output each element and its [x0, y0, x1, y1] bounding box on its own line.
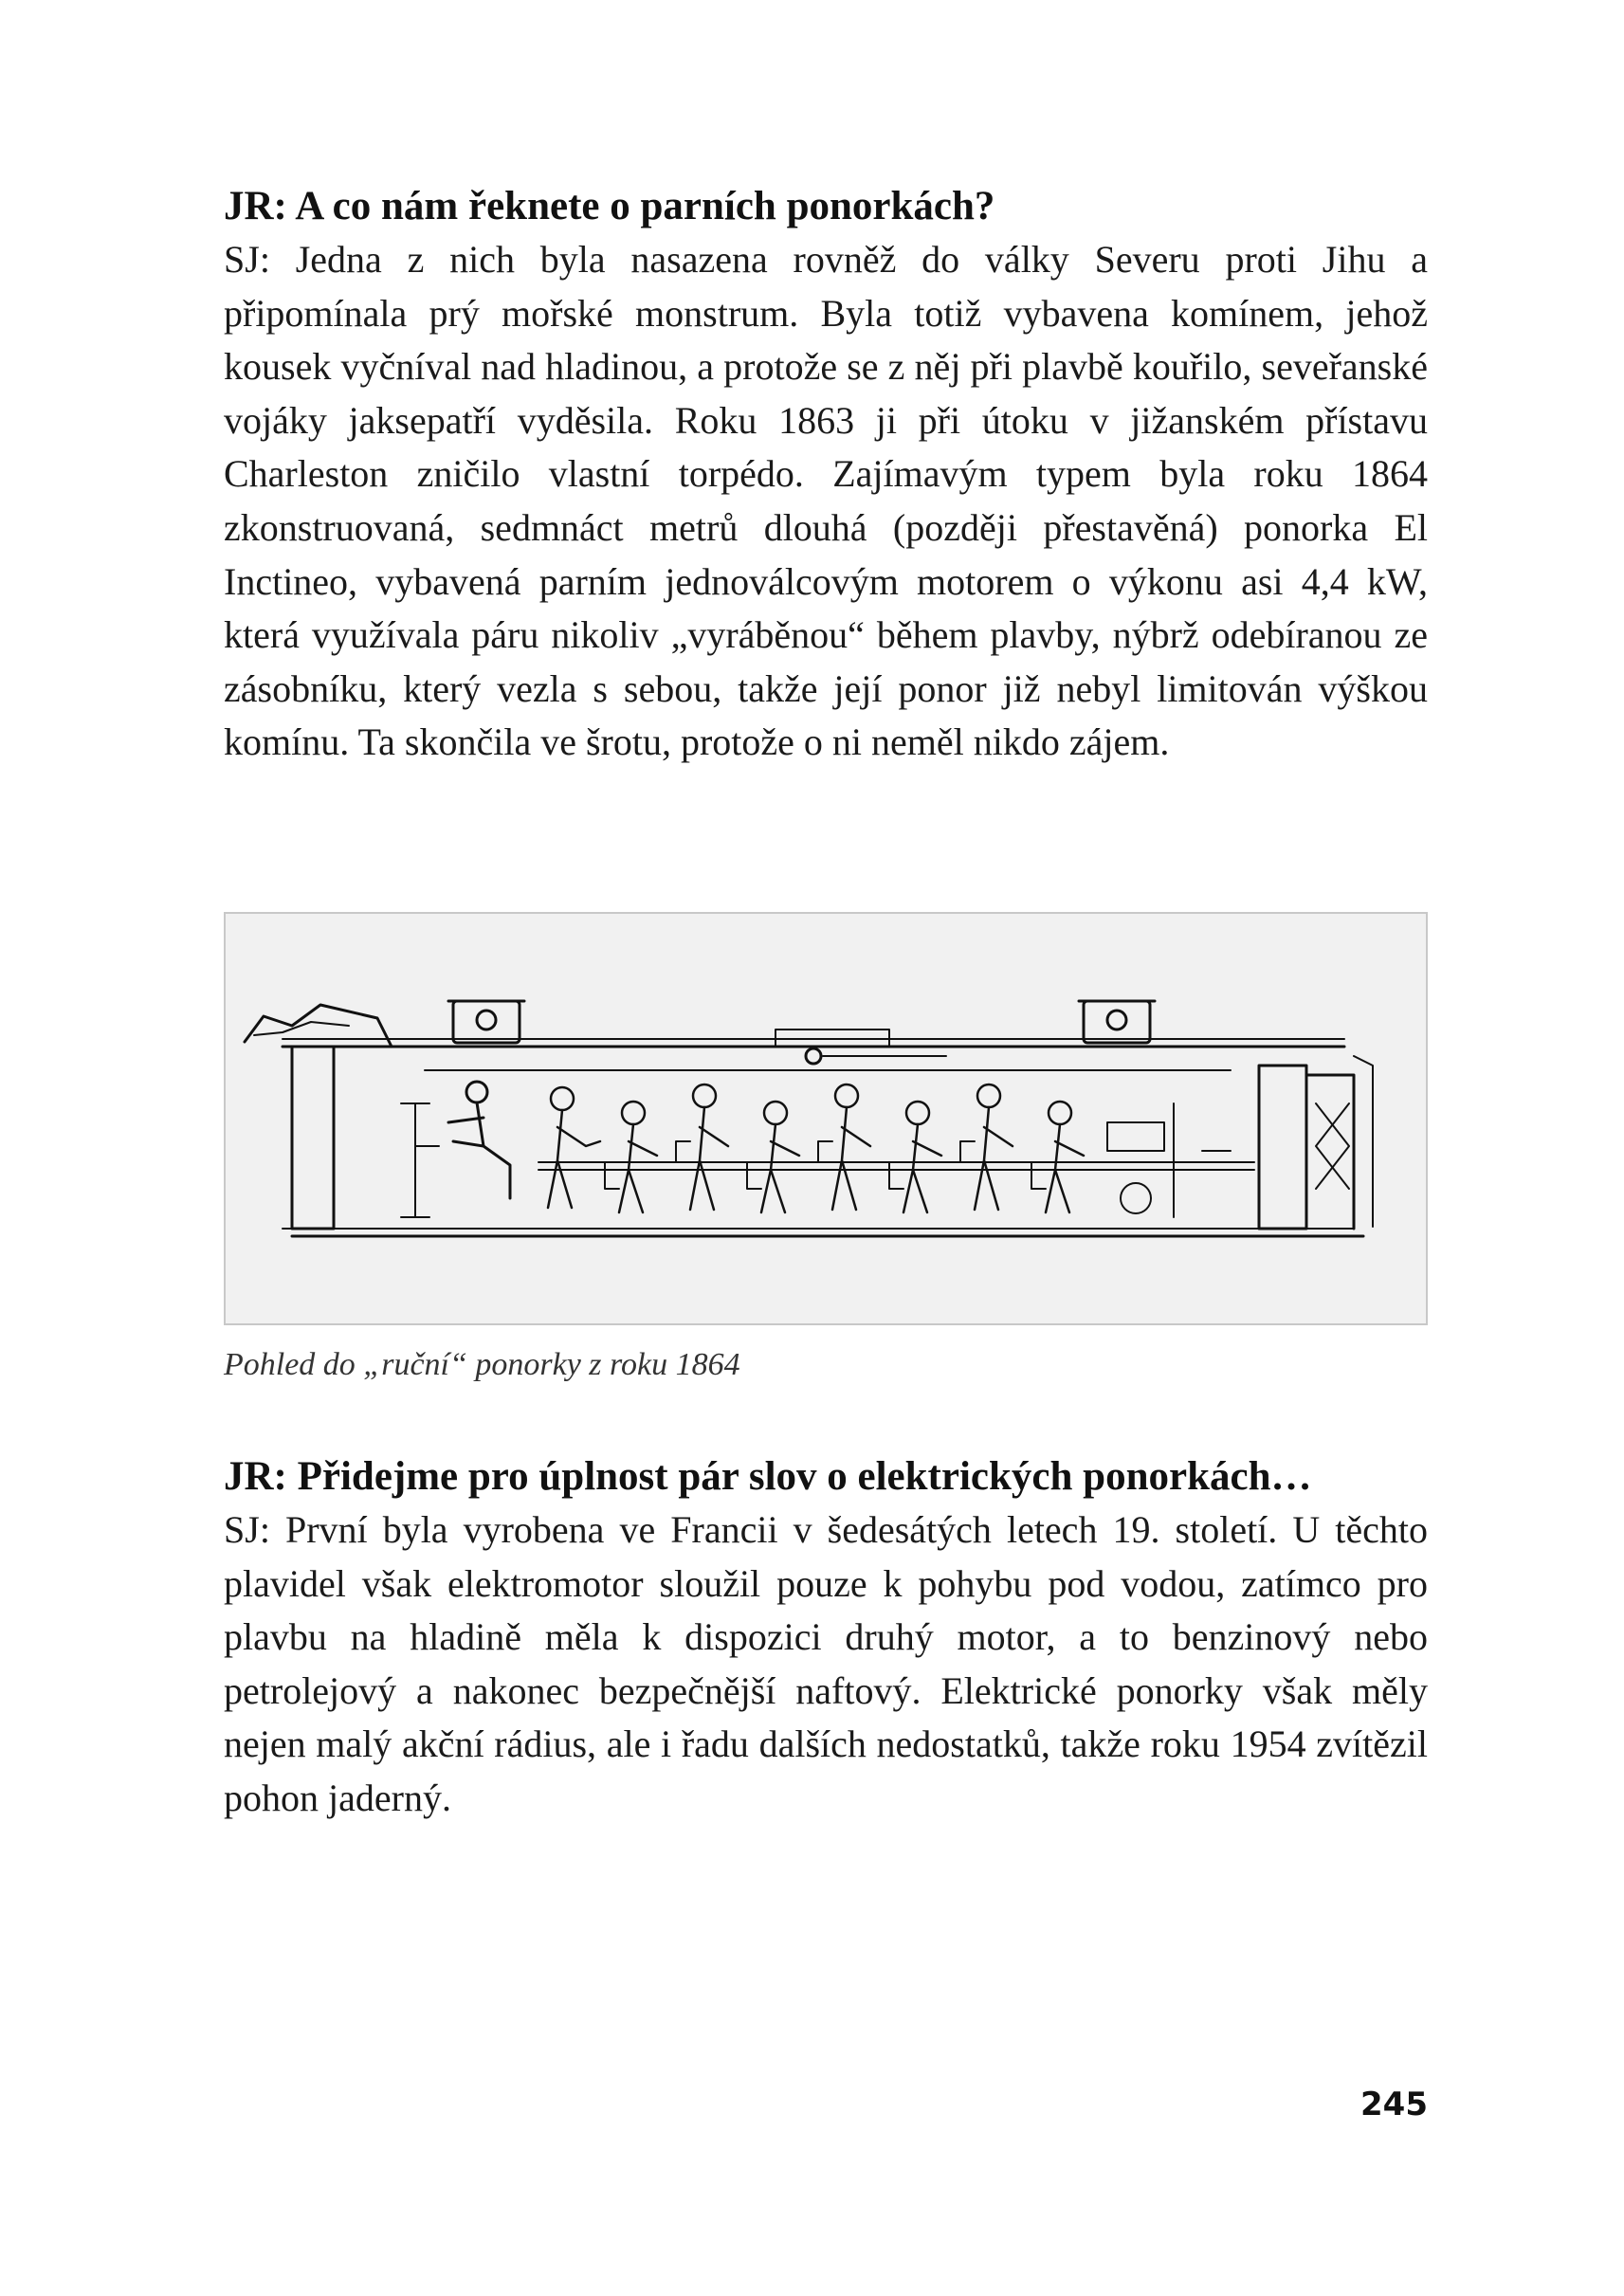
answer-paragraph-steam-submarines: SJ: Jedna z nich byla nasazena rovněž do války Severu proti Jihu a připomínala prý mořské monstrum. Byla totiž vybavena komínem, jehož kousek vyčníval nad hladinou, a protože se z něj při plavbě kouřilo, seveřanské vojáky jaksepatří vyděsila. Roku 1863 ji při útoku v jižanském přístavu Charleston zničilo vlastní torpédo. Zajímavým typem byla roku 1864 zkonstruovaná, sedmnáct metrů dlouhá (později přestavěná) ponorka El Inctineo, vybavená parním jednoválcovým motorem o výkonu asi 4,4 kW, která využívala páru nikoliv „vyráběnou“ během plavby, nýbrž odebíranou ze zásobníku, který vezla s sebou, takže její ponor již nebyl limitován výškou komínu. Ta skončila ve šrotu, protože o ni neměl nikdo zájem.	[224, 238, 1428, 764]
submarine-illustration	[224, 912, 1428, 1325]
submarine-cutaway-drawing	[226, 914, 1426, 1323]
page-number: 245	[1360, 2086, 1428, 2123]
answer-paragraph-electric-submarines: SJ: První byla vyrobena ve Francii v šedesátých letech 19. století. U těchto plavidel však elektromotor sloužil pouze k pohybu pod vodou, zatímco pro plavbu na hladině měla k dispozici druhý motor, a to benzinový nebo petrolejový a nakonec bezpečnější naftový. Elektrické ponorky však měly nejen malý akční rádius, ale i řadu dalších nedostatků, takže roku 1954 zvítězil pohon jaderný.	[224, 1508, 1428, 1819]
question-heading-electric-submarines: JR: Přidejme pro úplnost pár slov o elektrických ponorkách…	[224, 1454, 1312, 1499]
figure-caption: Pohled do „ruční“ ponorky z roku 1864	[224, 1347, 740, 1382]
question-heading-steam-submarines: JR: A co nám řeknete o parních ponorkách?	[224, 184, 995, 228]
